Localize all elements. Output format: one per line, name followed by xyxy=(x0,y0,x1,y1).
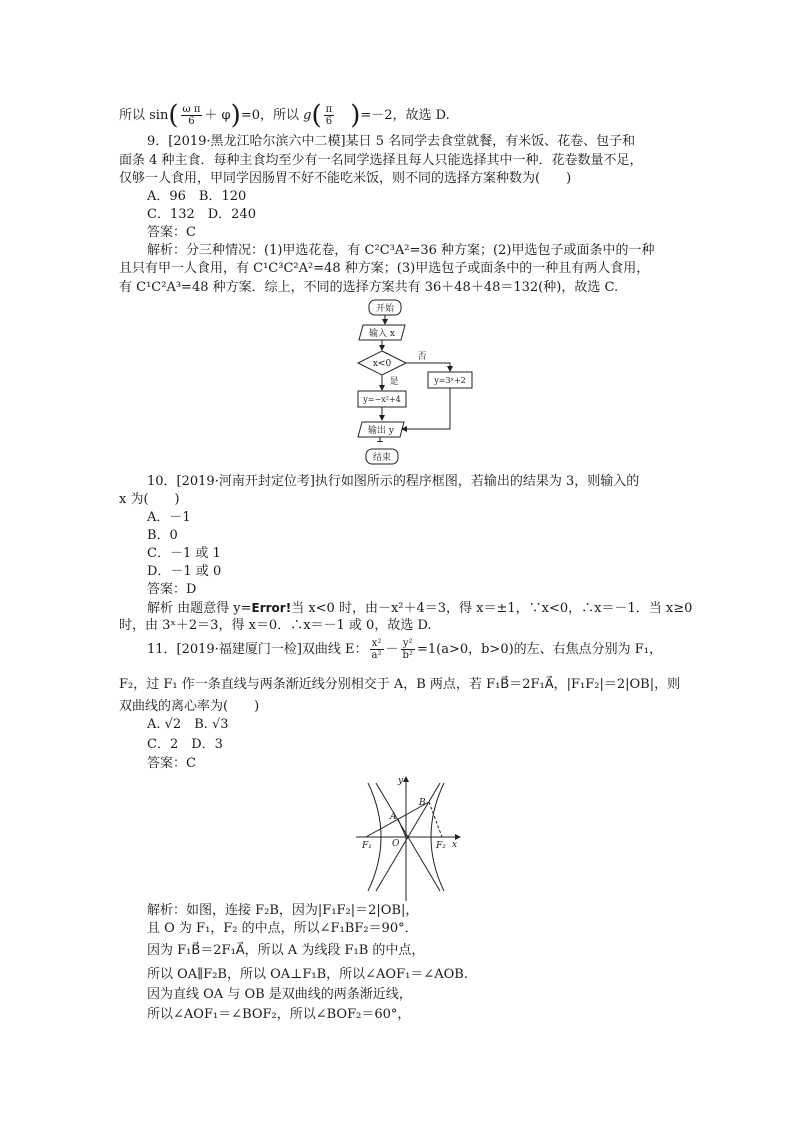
flowchart-end-label: 结束 xyxy=(372,453,392,463)
q10-option-a: A．－1 xyxy=(147,510,191,525)
q10-solution-1: 解析 由题意得 y=Error!当 x<0 时，由－x²＋4＝3，得 x＝±1，∵x<0，∴x＝－1．当 x≥0 xyxy=(147,601,693,616)
fraction: $\frac{\text{ω π}}{6}$ xyxy=(182,104,201,127)
hyperbola-graph xyxy=(356,773,466,903)
q11-options-ab: A. √2 B. √3 xyxy=(147,717,229,732)
q9-line-3: 仅够一人食用，甲同学因肠胃不好不能吃米饭，则不同的选择方案种数为( ) xyxy=(119,171,572,186)
flowchart xyxy=(340,296,490,442)
q9-options-cd: C．132 D．240 xyxy=(147,207,256,222)
line-sin-conclusion: 所以 sin( $\frac{\text{ω π}}{6}$ ＋ φ)=0，所以 g( $\frac{\pi}{6}$ )=－2，故选 D. xyxy=(119,100,450,131)
q10-option-c: C．－1 或 1 xyxy=(147,546,221,561)
q10-option-d: D．－1 或 0 xyxy=(147,564,222,579)
flowchart-start-label: 开始 xyxy=(375,304,395,314)
flowchart-yes-label: 是 xyxy=(389,377,399,387)
graph-label-f1: F₁ xyxy=(362,841,372,851)
q11-options-cd: C．2 D．3 xyxy=(147,737,223,752)
flowchart-condition-label: x<0 xyxy=(372,359,392,369)
q9-options-ab: A．96 B．120 xyxy=(147,189,247,204)
q9-solution-1: 解析：分三种情况：(1)甲选花卷，有 C²C³A²=36 种方案；(2)甲选包子或面条中的一种 xyxy=(147,243,655,258)
q11-line-1: 11．[2019·福建厦门一检]双曲线 E： $\frac{\text{x²}}{\text{a²}}$ － $\frac{\text{y²}}{\text{b²}}$ =1(a>0，b>0)的左、右焦点分别为 F₁， xyxy=(147,638,663,661)
q9-line-2: 面条 4 种主食．每种主食均至少有一名同学选择且每人只能选择其中一种．花卷数量不足， xyxy=(119,153,643,168)
q11-line-2: F₂，过 F₁ 作一条直线与两条渐近线分别相交于 A，B 两点，若 F₁B⃗＝2F₁A⃗，|F₁F₂|＝2|OB|，则 xyxy=(119,677,681,692)
flowchart-output-label: 输出 y xyxy=(368,426,394,436)
q10-option-b: B．0 xyxy=(147,528,178,543)
segment-o-a xyxy=(398,819,406,837)
graph-label-x: x xyxy=(452,840,458,850)
q11-solution-1: 解析：如图，连接 F₂B，因为|F₁F₂|＝2|OB|， xyxy=(147,903,419,918)
flowchart-end xyxy=(362,446,402,468)
q10-line-1: 10．[2019·河南开封定位考]执行如图所示的程序框图，若输出的结果为 3，则输入的 xyxy=(147,474,640,489)
graph-label-o: O xyxy=(392,839,400,849)
q11-solution-6: 所以∠AOF₁＝∠BOF₂，所以∠BOF₂＝60°， xyxy=(147,1007,411,1022)
q11-solution-3: 因为 F₁B⃗＝2F₁A⃗，所以 A 为线段 F₁B 的中点， xyxy=(147,943,425,958)
flowchart-no-label: 否 xyxy=(417,352,427,362)
fraction: $\frac{\pi}{6}$ xyxy=(325,104,333,127)
flowchart-left-label: y=−x²+4 xyxy=(363,395,401,404)
fraction: $\frac{\text{y²}}{\text{b²}}$ xyxy=(402,638,413,661)
graph-label-b: B xyxy=(419,798,426,808)
graph-label-y: y xyxy=(398,776,404,786)
q10-solution-2: 时，由 3ˣ＋2＝3，得 x＝0．∴x＝－1 或 0，故选 D. xyxy=(119,618,432,633)
q11-solution-4: 所以 OA∥F₂B，所以 OA⊥F₁B，所以∠AOF₁＝∠AOB. xyxy=(147,967,468,982)
q10-line-2: x 为( ) xyxy=(119,492,180,507)
q9-solution-3: 有 C¹C²A³=48 种方案．综上，不同的选择方案共有 36＋48＋48＝132(种)，故选 C. xyxy=(119,280,619,295)
q9-line-1: 9．[2019·黑龙江哈尔滨六中二模]某日 5 名同学去食堂就餐，有米饭、花卷、包子和 xyxy=(147,134,636,149)
q11-line-3: 双曲线的离心率为( ) xyxy=(119,699,260,714)
fraction: $\frac{\text{x²}}{\text{a²}}$ xyxy=(371,638,382,661)
q11-answer: 答案：C xyxy=(147,756,196,771)
flowchart-right-label: y=3ˣ+2 xyxy=(434,376,466,385)
graph-label-f2: F₂ xyxy=(436,841,446,851)
q11-solution-2: 且 O 为 F₁，F₂ 的中点，所以∠F₁BF₂＝90°． xyxy=(147,921,418,936)
q9-solution-2: 且只有甲一人食用，有 C¹C³C²A²=48 种方案；(3)甲选包子或面条中的一种且有两人食用， xyxy=(119,261,650,276)
q10-answer: 答案：D xyxy=(147,582,197,597)
q9-answer: 答案：C xyxy=(147,225,196,240)
graph-label-a: A xyxy=(390,812,397,822)
flowchart-input-label: 输入 x xyxy=(369,329,395,339)
q11-solution-5: 因为直线 OA 与 OB 是双曲线的两条渐近线， xyxy=(147,987,412,1002)
